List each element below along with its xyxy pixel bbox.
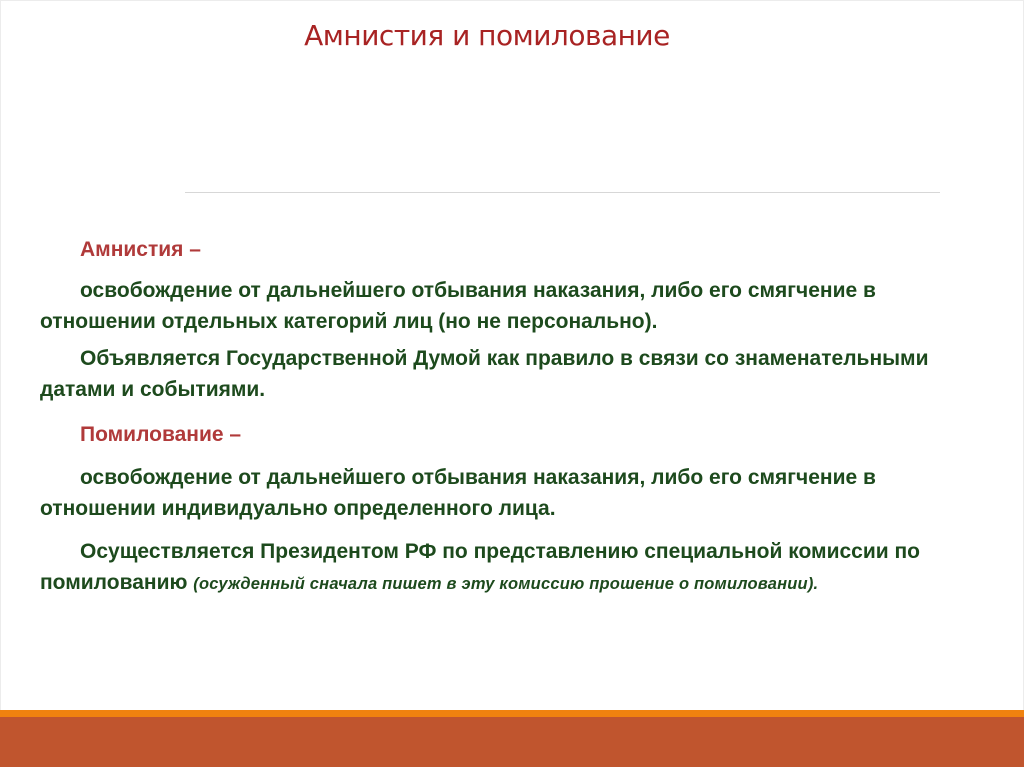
amnesty-term: Амнистия – (80, 238, 201, 261)
pardon-term: Помилование – (80, 423, 242, 446)
slide-content (40, 234, 960, 600)
slide-title: Амнистия и помилование (304, 19, 670, 52)
pardon-note: (осужденный сначала пишет в эту комиссию прошение о помиловании). (193, 575, 819, 593)
footer-accent-bar (0, 710, 1024, 717)
amnesty-definition: освобождение от дальнейшего отбывания наказания, либо его смягчение в отношении отдельных категорий лиц (но не персонально). (40, 279, 876, 333)
pardon-performed-by (40, 536, 960, 600)
pardon-performed-text: Осуществляется Президентом РФ по представлению специальной комиссии по помилованию (40, 540, 921, 594)
pardon-term-paragraph (40, 419, 960, 450)
footer-bar (0, 717, 1024, 767)
title-divider (185, 192, 940, 193)
pardon-definition: освобождение от дальнейшего отбывания наказания, либо его смягчение в отношении индивидуально определенного лица. (40, 466, 876, 520)
amnesty-declared-by: Объявляется Государственной Думой как правило в связи со знаменательными датами и событиями. (40, 347, 929, 401)
amnesty-term-paragraph (40, 234, 960, 265)
